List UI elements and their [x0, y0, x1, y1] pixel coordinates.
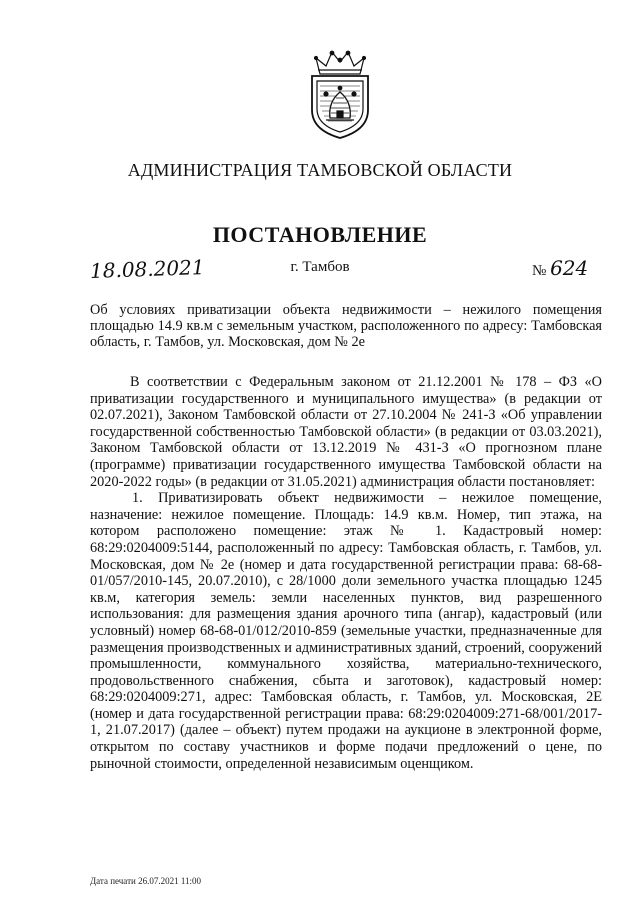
document-date: 18.08.2021 [89, 255, 205, 283]
item-1-paragraph: 1. Приватизировать объект недвижимости – нежилое помещение, назначение: нежилое помещение. Площадь: 14.9 кв.м. Номер, тип этажа, на котором расположено помещение: этаж № 1. Кадастровый номер: 68:29:0204009:5144, расположенный по адресу: Тамбовская область, г. Тамбов, ул. Московская, дом № 2е (номер и дата государственной регистрации права: 68-68-01/057/2010-145, 20.07.2010), с 28/1000 доли земельного участка площадью 1245 кв.м, категория земель: земли населенных пунктов, вид разрешенного использования: для размещения здания арочного типа (ангар), кадастровый (или условный) номер 68-68-01/012/2010-859 (земельные участки, предназначенные для размещения производственных и административных зданий, строений, сооружений промышленности, коммунального хозяйства, материально-технического, продовольственного снабжения, сбыта и заготовок), кадастровый номер: 68:29:0204009:271, адрес: Тамбовская область, г. Тамбов, ул. Московская, 2Е (номер и дата государственной регистрации права: 68:29:0204009:271-68/001/2017-1, 21.07.2017) (далее – объект) путем продажи на аукционе в электронной форме, открытом по составу участников и форме подачи предложений о цене, по рыночной стоимости, определенной независимым оценщиком. [90, 490, 602, 772]
organization-name: АДМИНИСТРАЦИЯ ТАМБОВСКОЙ ОБЛАСТИ [127, 160, 513, 180]
document-subject: Об условиях приватизации объекта недвижимости – нежилого помещения площадью 14.9 кв.м с земельным участком, расположенного по адресу: Тамбовская область, г. Тамбов, ул. Московская, дом № 2е [90, 302, 602, 350]
tambov-coat-of-arms-icon [302, 48, 378, 142]
document-city: г. Тамбов [290, 259, 350, 275]
number-prefix: № [532, 263, 547, 279]
document-body [90, 374, 602, 772]
preamble-paragraph: В соответствии с Федеральным законом от 21.12.2001 № 178 – ФЗ «О приватизации государственного и муниципального имущества» (в редакции от 02.07.2021), Законом Тамбовской области от 27.10.2004 № 241-З «Об управлении государственной собственностью Тамбовской области» (в редакции от 03.03.2021), Законом Тамбовской области от 13.12.2019 № 431-З «О прогнозном плане (программе) приватизации государственного имущества Тамбовской области на 2020-2022 годы» (в редакции от 31.05.2021) администрация области постановляет: [90, 374, 602, 490]
document-type-title: ПОСТАНОВЛЕНИЕ [212, 222, 428, 247]
print-date-footer: Дата печати 26.07.2021 11:00 [90, 876, 201, 886]
number-value: 624 [550, 256, 589, 280]
document-number [532, 256, 588, 280]
